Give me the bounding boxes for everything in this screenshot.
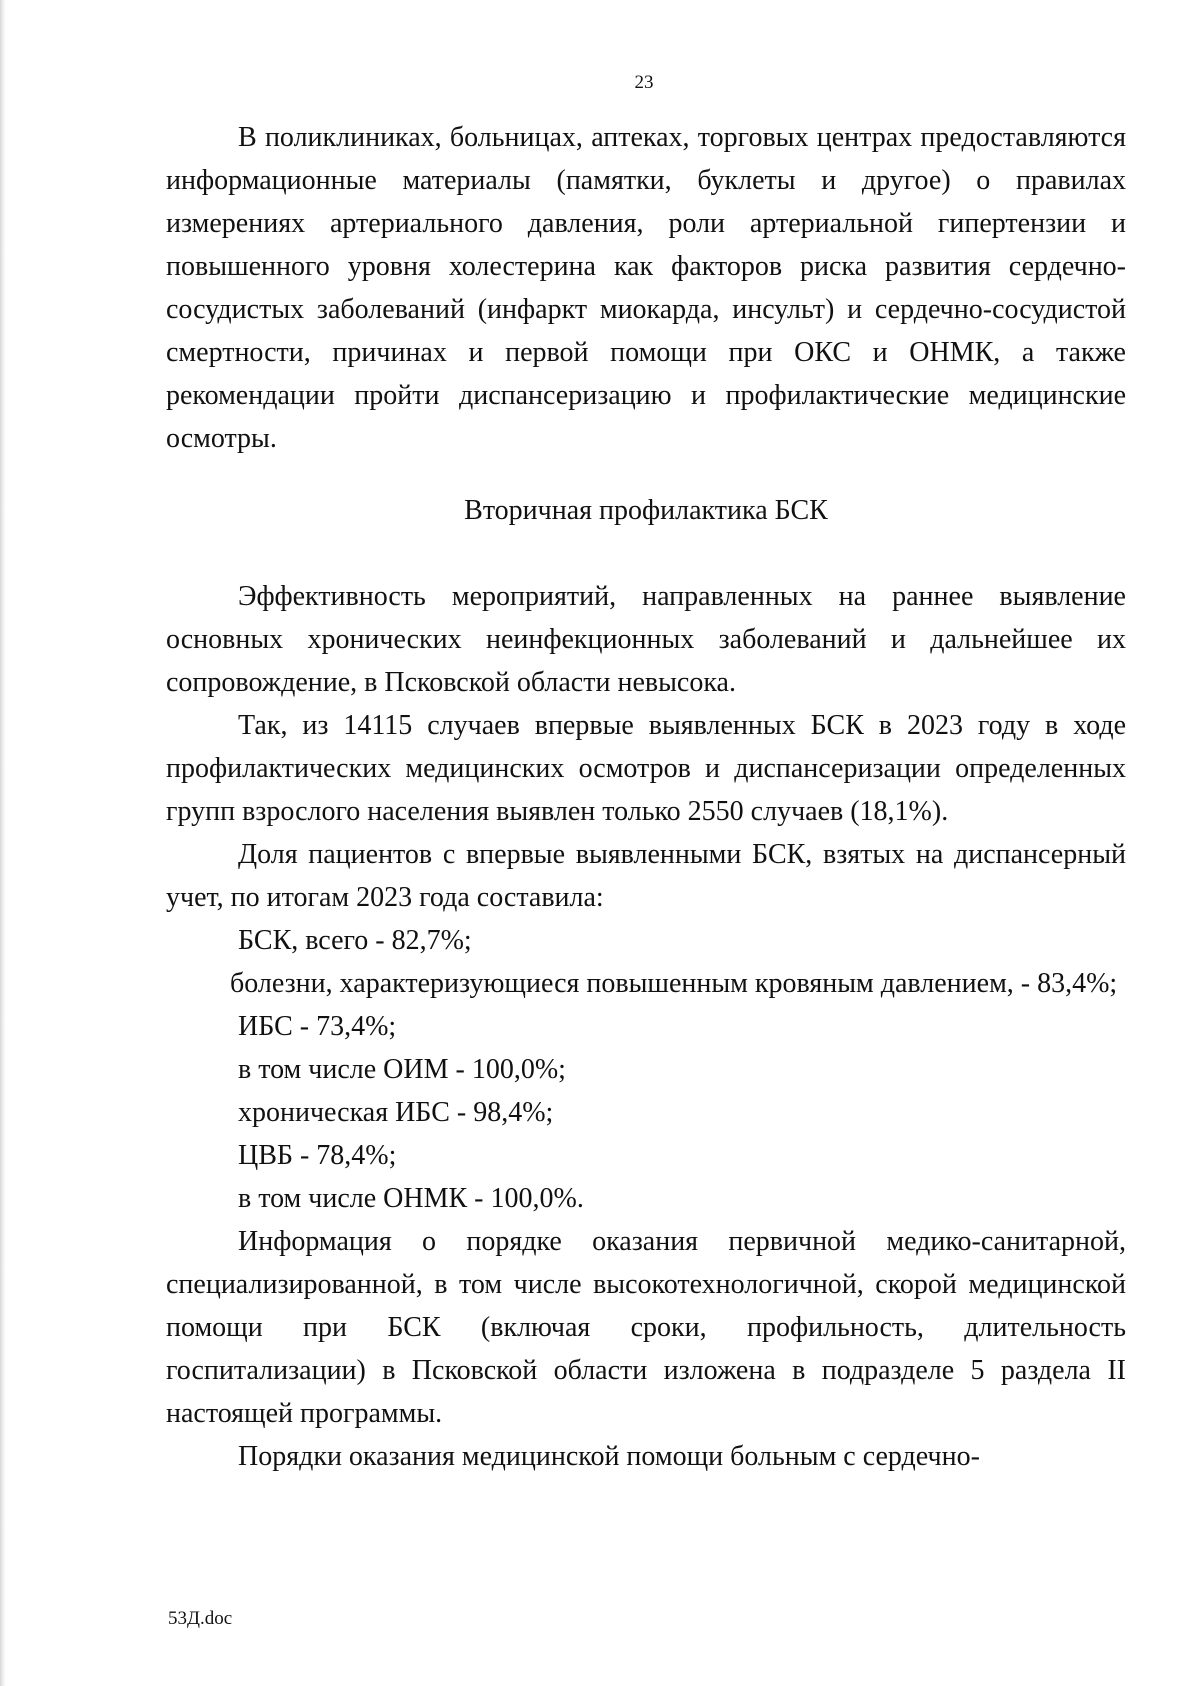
paragraph-care-procedure: Информация о порядке оказания первичной медико-санитарной, специализированной, в том числе высокотехнологичной, скорой медицинской помощи при БСК (включая сроки, профильность, длительность госпитализации) в Псковской области изложена в подразделе 5 раздела II настоящей программы. (166, 1226, 1126, 1429)
paragraph-info-materials: В поликлиниках, больницах, аптеках, торговых центрах предоставляются информационные материалы (памятки, буклеты и другое) о правилах измерениях артериального давления, роли артериальной гипертензии и повышенного уровня холестерина как факторов риска развития сердечно-сосудистых заболеваний (инфаркт миокарда, инсульт) и сердечно-сосудистой смертности, причинах и первой помощи при ОКС и ОНМК, а также рекомендации пройти диспансеризацию и профилактические медицинские осмотры. (166, 122, 1126, 454)
paragraph-effectiveness: Эффективность мероприятий, направленных на раннее выявление основных хронических неинфекционных заболеваний и дальнейшее их сопровождение, в Псковской области невысока. (166, 581, 1126, 698)
list-item: БСК, всего - 82,7%; (238, 925, 472, 956)
scan-edge (0, 0, 6, 1686)
paragraph-dispensary-share: Доля пациентов с впервые выявленными БСК, взятых на диспансерный учет, по итогам 2023 года составила: (166, 839, 1126, 913)
section-heading: Вторичная профилактика БСК (464, 495, 828, 526)
list-item: в том числе ОНМК - 100,0%. (238, 1183, 584, 1214)
list-item: в том числе ОИМ - 100,0%; (238, 1054, 566, 1085)
page-number: 23 (634, 72, 654, 93)
paragraph-detected-cases: Так, из 14115 случаев впервые выявленных БСК в 2023 году в ходе профилактических медицинских осмотров и диспансеризации определенных групп взрослого населения выявлен только 2550 случаев (18,1%). (166, 710, 1126, 827)
file-name-footer: 53Д.doc (168, 1608, 233, 1629)
list-item: ЦВБ - 78,4%; (238, 1140, 397, 1171)
document-body (166, 116, 1126, 1478)
paragraph-care-orders: Порядки оказания медицинской помощи больным с сердечно- (238, 1441, 980, 1472)
list-item: хроническая ИБС - 98,4%; (238, 1097, 554, 1128)
list-item: болезни, характеризующиеся повышенным кровяным давлением, - 83,4%; (230, 968, 1118, 999)
list-item: ИБС - 73,4%; (238, 1011, 397, 1042)
